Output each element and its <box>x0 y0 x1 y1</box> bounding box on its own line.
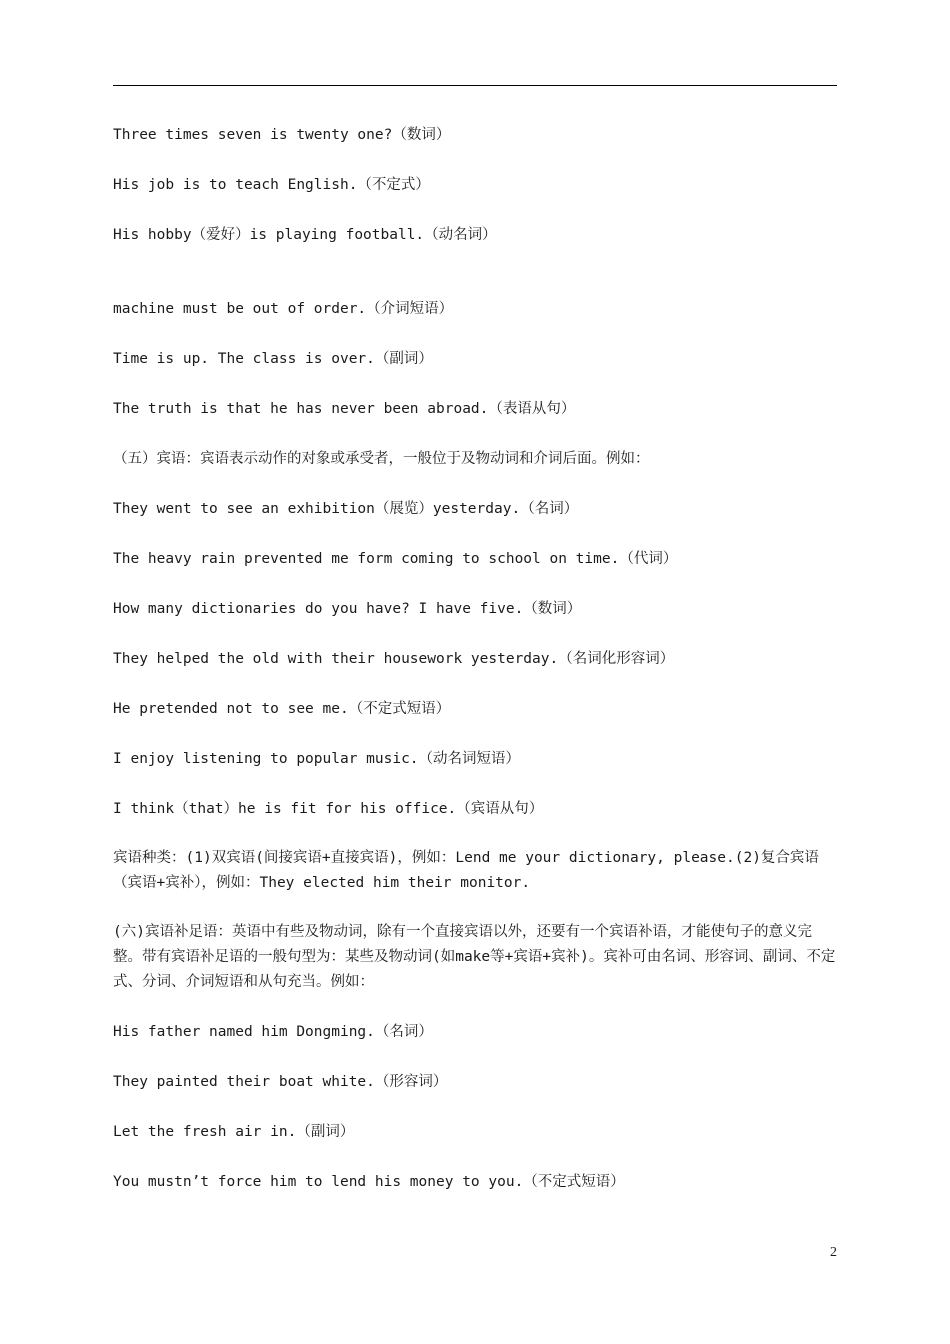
document-body <box>113 122 837 1219</box>
section-paragraph: (六)宾语补足语：英语中有些及物动词，除有一个直接宾语以外，还要有一个宾语补语，才能使句子的意义完整。带有宾语补足语的一般句型为：某些及物动词(如make等+宾语+宾补)。宾补可由名词、形容词、副词、不定式、分词、介词短语和从句充当。例如： <box>113 924 836 990</box>
text-line: You mustn’t force him to lend his money to you.（不定式短语） <box>113 1174 625 1190</box>
text-line: They painted their boat white.（形容词） <box>113 1074 448 1090</box>
text-line: Let the fresh air in.（副词） <box>113 1124 355 1140</box>
header-rule <box>113 85 837 86</box>
text-line: I enjoy listening to popular music.（动名词短语） <box>113 751 521 767</box>
text-line: The truth is that he has never been abroad.（表语从句） <box>113 401 576 417</box>
text-line: How many dictionaries do you have? I have five.（数词） <box>113 601 582 617</box>
text-line: I think（that）he is fit for his office.（宾语从句） <box>113 801 544 817</box>
text-line: Three times seven is twenty one?（数词） <box>113 127 451 143</box>
text-line: He pretended not to see me.（不定式短语） <box>113 701 451 717</box>
text-line: The heavy rain prevented me form coming to school on time.（代词） <box>113 551 678 567</box>
text-line: machine must be out of order.（介词短语） <box>113 301 454 317</box>
paragraph: 宾语种类：(1)双宾语(间接宾语+直接宾语)，例如：Lend me your dictionary, please.(2)复合宾语（宾语+宾补），例如：They elected him their monitor. <box>113 850 819 891</box>
text-line: They went to see an exhibition（展览）yesterday.（名词） <box>113 501 579 517</box>
text-line: His hobby（爱好）is playing football.（动名词） <box>113 227 497 243</box>
text-line: Time is up. The class is over.（副词） <box>113 351 433 367</box>
page-number: 2 <box>830 1245 837 1260</box>
text-line: His job is to teach English.（不定式） <box>113 177 430 193</box>
section-heading: （五）宾语：宾语表示动作的对象或承受者，一般位于及物动词和介词后面。例如： <box>113 451 650 467</box>
text-line: His father named him Dongming.（名词） <box>113 1024 433 1040</box>
text-line: They helped the old with their housework yesterday.（名词化形容词） <box>113 651 675 667</box>
